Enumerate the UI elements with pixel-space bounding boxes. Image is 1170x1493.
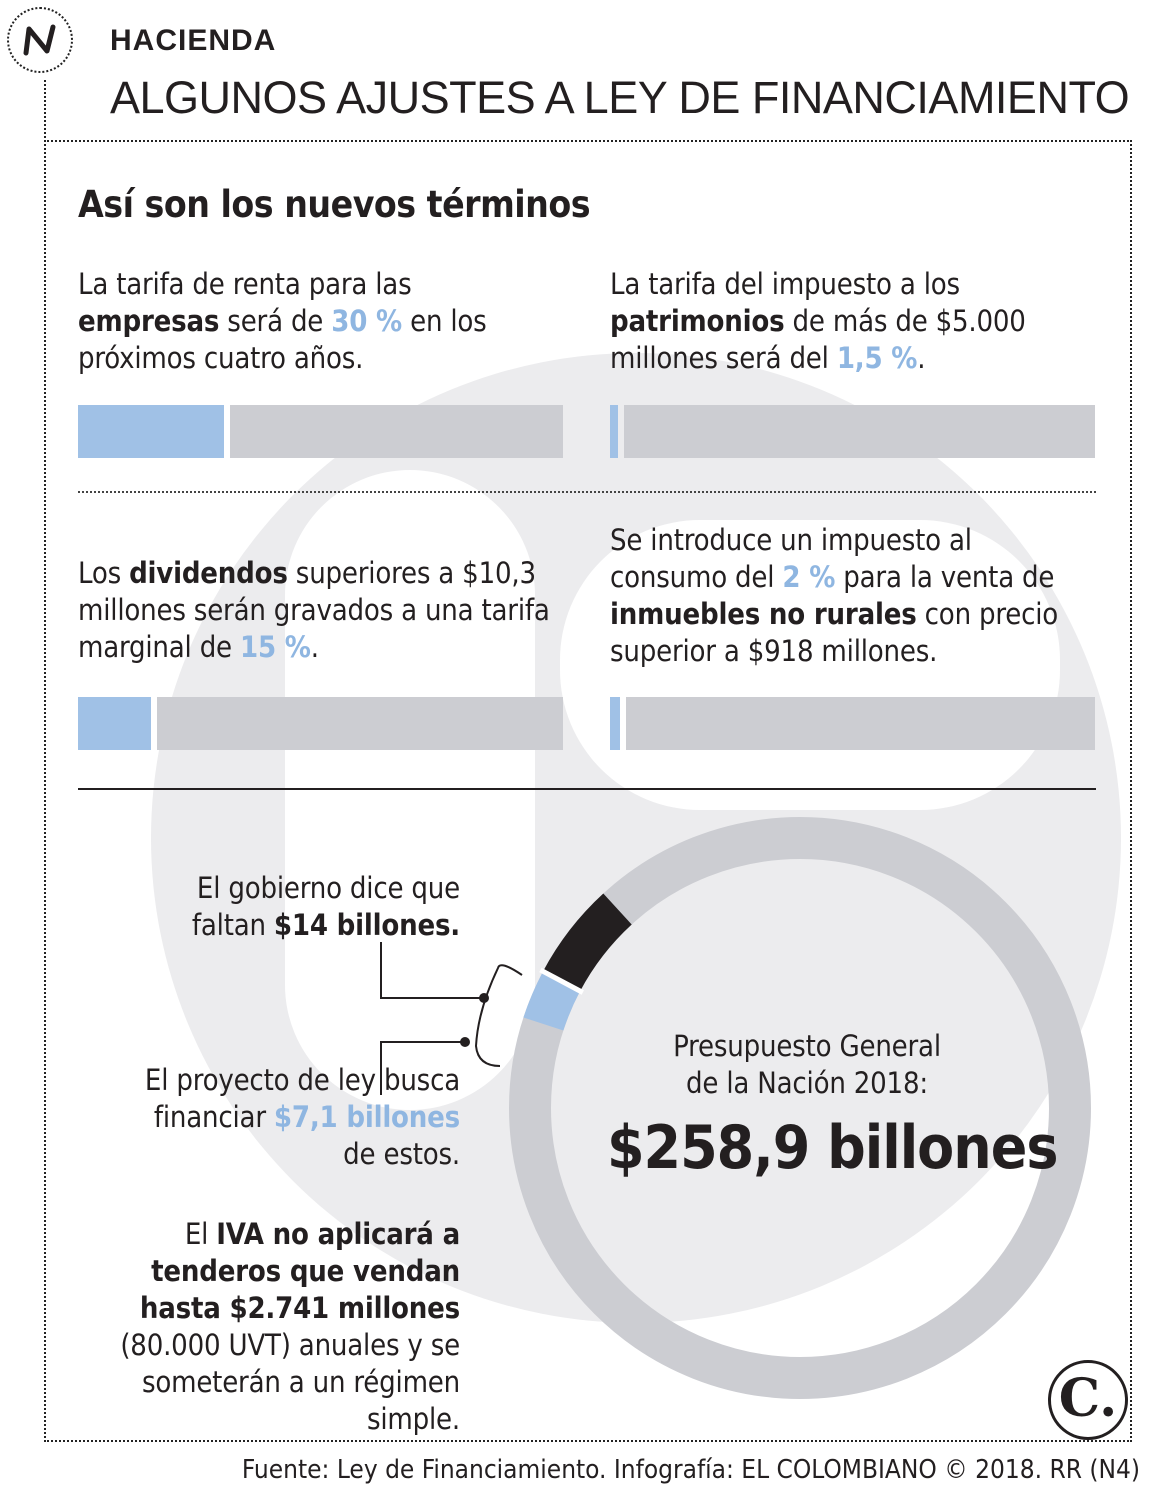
patrimonio-text: La tarifa del impuesto a los patrimonios de más de $5.000 millones será del 1,5 %.	[610, 267, 1026, 375]
budget-label: Presupuesto General de la Nación 2018:	[673, 1029, 941, 1100]
renta-text: La tarifa de renta para las empresas será de 30 % en los próximos cuatro años.	[78, 267, 487, 375]
el-colombiano-logo-icon: C.	[1048, 1360, 1128, 1440]
dividendos-text: Los dividendos superiores a $10,3 millones serán gravados a una tarifa marginal de 15 %.	[78, 556, 550, 664]
source-credit: Fuente: Ley de Financiamiento. Infografía: EL COLOMBIANO © 2018. RR (N4)	[241, 1455, 1140, 1485]
budget-arc-faltante	[562, 909, 618, 981]
leader-dot-proyecto	[460, 1037, 470, 1047]
gobierno-text: El gobierno dice que faltan $14 billones.	[191, 871, 460, 942]
consumo-text: Se introduce un impuesto al consumo del 2 % para la venta de inmuebles no rurales con precio superior a $918 millones.	[610, 523, 1059, 668]
page-title: ALGUNOS AJUSTES A LEY DE FINANCIAMIENTO	[110, 72, 1130, 123]
leader-line-gobierno	[381, 942, 484, 998]
iva-text: El IVA no aplicará a tenderos que vendan hasta $2.741 millones (80.000 UVT) anuales y se someterán a un régimen simple.	[120, 1217, 460, 1436]
budget-arc-financiado	[543, 981, 561, 1024]
budget-amount: $258,9 billones	[607, 1113, 1058, 1183]
proyecto-text: El proyecto de ley busca financiar $7,1 billones de estos.	[144, 1063, 460, 1171]
section-label: HACIENDA	[110, 24, 277, 57]
subtitle: Así son los nuevos términos	[78, 183, 591, 226]
